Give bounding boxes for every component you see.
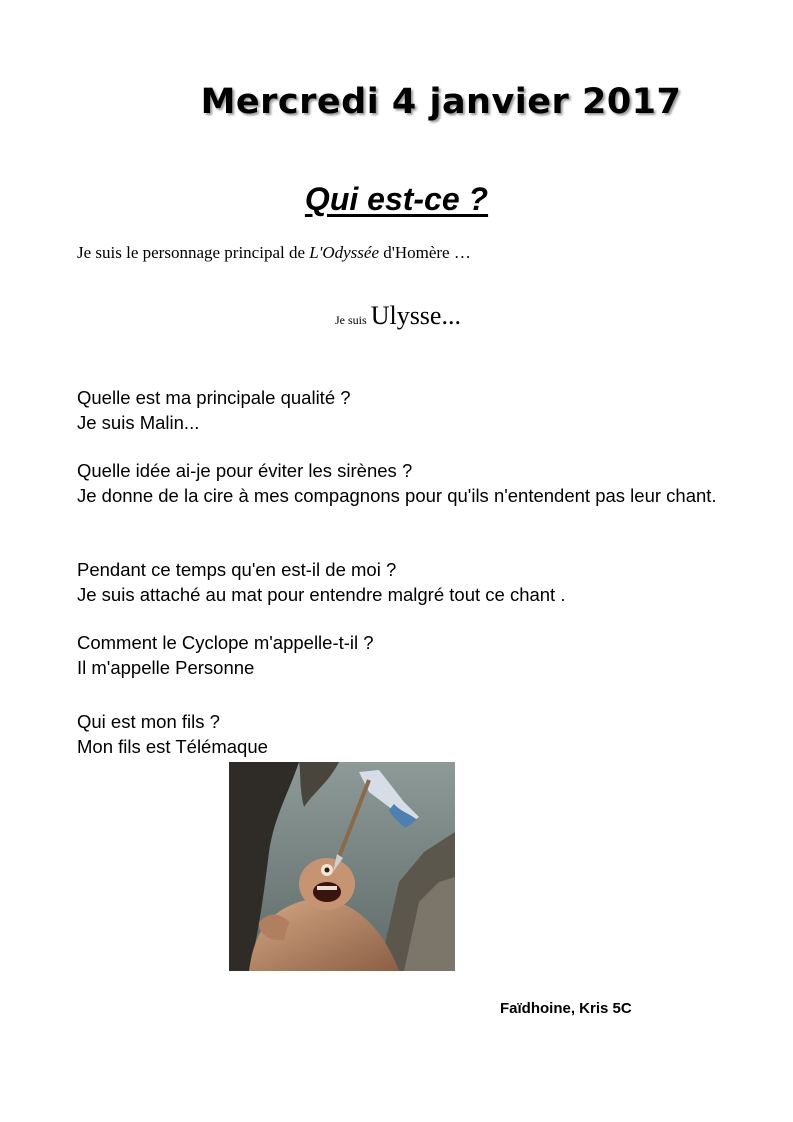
qa-answer: Je suis Malin...: [77, 411, 200, 433]
qa-answer: Il m'appelle Personne: [77, 656, 255, 678]
qa-question: Quelle est ma principale qualité ?: [77, 387, 351, 408]
qa-block-5: [77, 710, 737, 759]
qa-question: Quelle idée ai-je pour éviter les sirènes ?: [77, 460, 413, 481]
qa-answer: Je suis attaché au mat pour entendre malgré tout ce chant .: [77, 583, 566, 605]
intro-suffix: d'Homère …: [379, 243, 471, 262]
signature: Faïdhoine, Kris 5C: [500, 1000, 632, 1017]
qa-answer: Mon fils est Télémaque: [77, 735, 268, 757]
intro-prefix: Je suis le personnage principal de: [77, 243, 310, 262]
answer-line: [0, 301, 793, 331]
qa-block-1: [77, 386, 737, 435]
cyclops-pupil: [325, 868, 330, 873]
cyclops-mouth: [313, 882, 341, 902]
qa-block-2: [77, 459, 737, 508]
qa-block-3: [77, 558, 737, 607]
page-title: Qui est-ce ?: [304, 181, 489, 217]
answer-name: Ulysse...: [370, 301, 461, 330]
date-heading: Mercredi 4 janvier 2017: [200, 82, 682, 122]
qa-block-4: [77, 631, 737, 680]
qa-question: Qui est mon fils ?: [77, 711, 220, 732]
cyclops-teeth: [317, 886, 337, 890]
answer-lead: Je suis: [335, 313, 367, 327]
qa-question: Comment le Cyclope m'appelle-t-il ?: [77, 632, 374, 653]
qa-answer: Je donne de la cire à mes compagnons pour qu'ils n'entendent pas leur chant.: [77, 484, 717, 506]
cyclops-illustration: [229, 762, 455, 971]
intro-sentence: [77, 243, 471, 263]
qa-question: Pendant ce temps qu'en est-il de moi ?: [77, 559, 397, 580]
intro-work-title: L'Odyssée: [309, 243, 380, 262]
